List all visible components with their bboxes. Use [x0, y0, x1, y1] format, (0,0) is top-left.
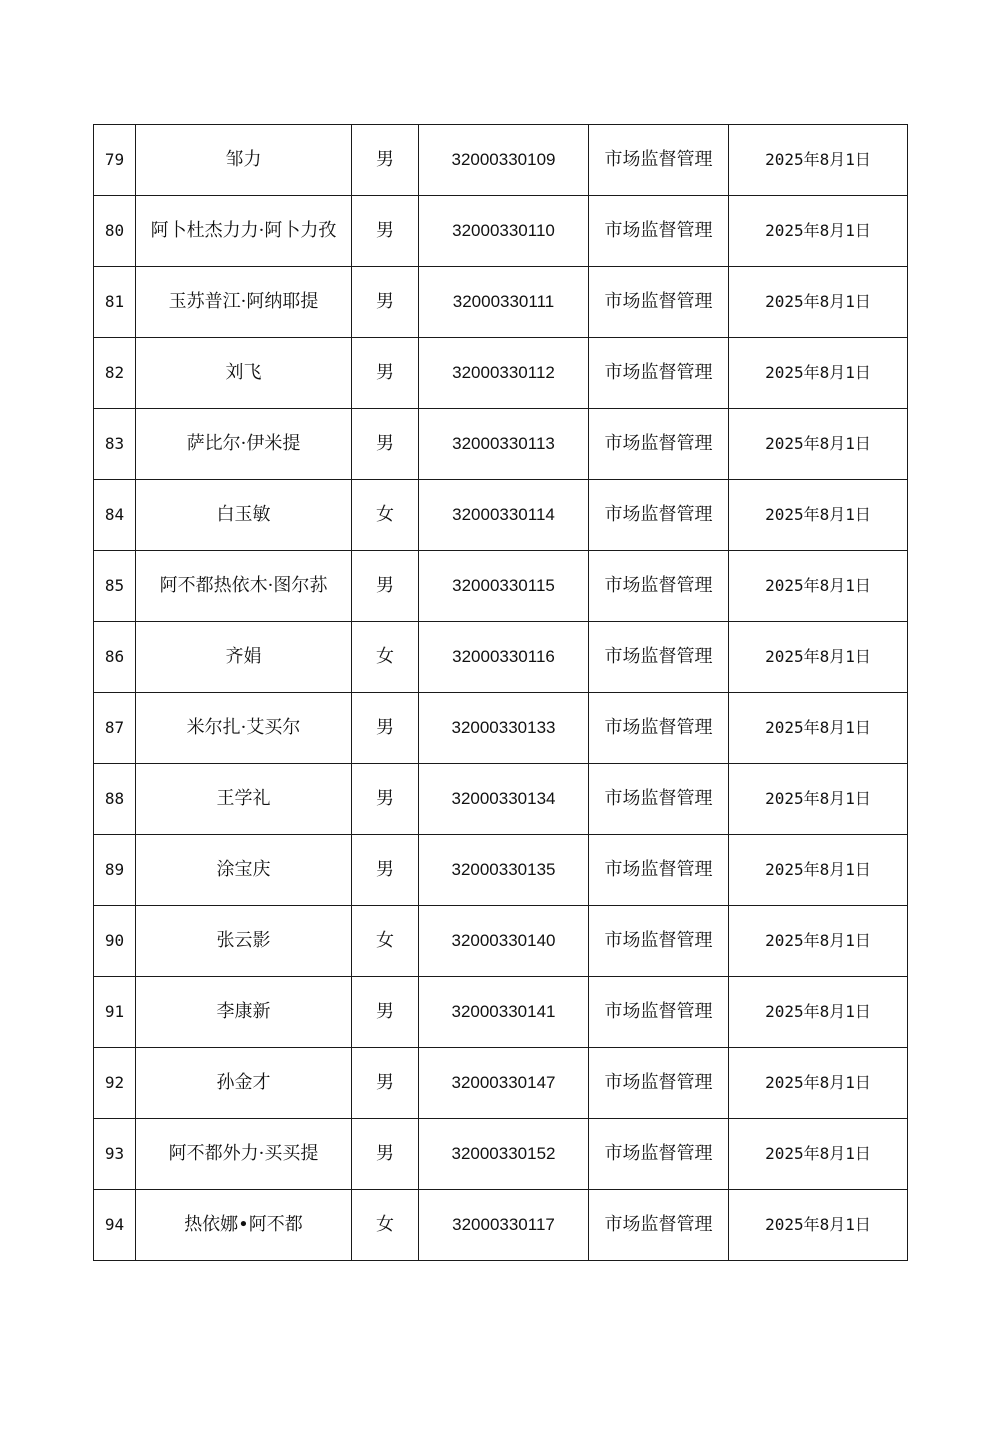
date-cell: 2025年8月1日 — [729, 551, 908, 622]
department-cell: 市场监督管理 — [589, 693, 729, 764]
person-name-cell: 李康新 — [136, 977, 352, 1048]
table-row — [94, 1119, 908, 1190]
row-number-cell: 93 — [94, 1119, 136, 1190]
id-number-cell: 32000330113 — [419, 409, 589, 480]
row-number-cell: 80 — [94, 196, 136, 267]
gender-cell: 男 — [352, 835, 419, 906]
id-number-cell: 32000330114 — [419, 480, 589, 551]
date-cell: 2025年8月1日 — [729, 125, 908, 196]
department-cell: 市场监督管理 — [589, 906, 729, 977]
row-number-cell: 81 — [94, 267, 136, 338]
table-body — [94, 125, 908, 1261]
table-row — [94, 693, 908, 764]
date-cell: 2025年8月1日 — [729, 1119, 908, 1190]
row-number-cell: 84 — [94, 480, 136, 551]
date-cell: 2025年8月1日 — [729, 1048, 908, 1119]
person-name-cell: 玉苏普江·阿纳耶提 — [136, 267, 352, 338]
department-cell: 市场监督管理 — [589, 409, 729, 480]
person-name-cell: 阿卜杜杰力力·阿卜力孜 — [136, 196, 352, 267]
gender-cell: 男 — [352, 409, 419, 480]
person-name-cell: 张云影 — [136, 906, 352, 977]
person-name-cell: 白玉敏 — [136, 480, 352, 551]
person-name-cell: 刘飞 — [136, 338, 352, 409]
id-number-cell: 32000330112 — [419, 338, 589, 409]
date-cell: 2025年8月1日 — [729, 693, 908, 764]
department-cell: 市场监督管理 — [589, 480, 729, 551]
table-row — [94, 835, 908, 906]
row-number-cell: 92 — [94, 1048, 136, 1119]
table-row — [94, 196, 908, 267]
date-cell: 2025年8月1日 — [729, 835, 908, 906]
row-number-cell: 79 — [94, 125, 136, 196]
person-name-cell: 邹力 — [136, 125, 352, 196]
id-number-cell: 32000330147 — [419, 1048, 589, 1119]
department-cell: 市场监督管理 — [589, 977, 729, 1048]
id-number-cell: 32000330140 — [419, 906, 589, 977]
personnel-table — [93, 124, 908, 1261]
person-name-cell: 米尔扎·艾买尔 — [136, 693, 352, 764]
row-number-cell: 88 — [94, 764, 136, 835]
gender-cell: 男 — [352, 977, 419, 1048]
gender-cell: 女 — [352, 906, 419, 977]
person-name-cell: 王学礼 — [136, 764, 352, 835]
table-row — [94, 338, 908, 409]
date-cell: 2025年8月1日 — [729, 196, 908, 267]
department-cell: 市场监督管理 — [589, 764, 729, 835]
department-cell: 市场监督管理 — [589, 1119, 729, 1190]
row-number-cell: 82 — [94, 338, 136, 409]
department-cell: 市场监督管理 — [589, 338, 729, 409]
department-cell: 市场监督管理 — [589, 1190, 729, 1261]
table-row — [94, 1190, 908, 1261]
table-row — [94, 977, 908, 1048]
gender-cell: 女 — [352, 622, 419, 693]
date-cell: 2025年8月1日 — [729, 480, 908, 551]
person-name-cell: 阿不都热依木·图尔荪 — [136, 551, 352, 622]
table-row — [94, 267, 908, 338]
id-number-cell: 32000330134 — [419, 764, 589, 835]
gender-cell: 男 — [352, 551, 419, 622]
id-number-cell: 32000330109 — [419, 125, 589, 196]
id-number-cell: 32000330117 — [419, 1190, 589, 1261]
person-name-cell: 齐娟 — [136, 622, 352, 693]
date-cell: 2025年8月1日 — [729, 1190, 908, 1261]
id-number-cell: 32000330116 — [419, 622, 589, 693]
id-number-cell: 32000330135 — [419, 835, 589, 906]
table-row — [94, 125, 908, 196]
date-cell: 2025年8月1日 — [729, 409, 908, 480]
row-number-cell: 90 — [94, 906, 136, 977]
gender-cell: 男 — [352, 693, 419, 764]
person-name-cell: 萨比尔·伊米提 — [136, 409, 352, 480]
department-cell: 市场监督管理 — [589, 622, 729, 693]
department-cell: 市场监督管理 — [589, 196, 729, 267]
gender-cell: 男 — [352, 1048, 419, 1119]
department-cell: 市场监督管理 — [589, 551, 729, 622]
department-cell: 市场监督管理 — [589, 1048, 729, 1119]
gender-cell: 女 — [352, 1190, 419, 1261]
id-number-cell: 32000330111 — [419, 267, 589, 338]
date-cell: 2025年8月1日 — [729, 622, 908, 693]
id-number-cell: 32000330152 — [419, 1119, 589, 1190]
person-name-cell: 孙金才 — [136, 1048, 352, 1119]
date-cell: 2025年8月1日 — [729, 338, 908, 409]
department-cell: 市场监督管理 — [589, 835, 729, 906]
department-cell: 市场监督管理 — [589, 267, 729, 338]
id-number-cell: 32000330110 — [419, 196, 589, 267]
gender-cell: 男 — [352, 338, 419, 409]
table-row — [94, 906, 908, 977]
gender-cell: 男 — [352, 1119, 419, 1190]
gender-cell: 男 — [352, 125, 419, 196]
table-row — [94, 551, 908, 622]
department-cell: 市场监督管理 — [589, 125, 729, 196]
person-name-cell: 阿不都外力·买买提 — [136, 1119, 352, 1190]
table-row — [94, 480, 908, 551]
table-row — [94, 1048, 908, 1119]
gender-cell: 女 — [352, 480, 419, 551]
row-number-cell: 85 — [94, 551, 136, 622]
person-name-cell: 涂宝庆 — [136, 835, 352, 906]
id-number-cell: 32000330115 — [419, 551, 589, 622]
date-cell: 2025年8月1日 — [729, 267, 908, 338]
row-number-cell: 91 — [94, 977, 136, 1048]
id-number-cell: 32000330133 — [419, 693, 589, 764]
date-cell: 2025年8月1日 — [729, 977, 908, 1048]
row-number-cell: 86 — [94, 622, 136, 693]
gender-cell: 男 — [352, 267, 419, 338]
row-number-cell: 83 — [94, 409, 136, 480]
gender-cell: 男 — [352, 196, 419, 267]
id-number-cell: 32000330141 — [419, 977, 589, 1048]
gender-cell: 男 — [352, 764, 419, 835]
table-row — [94, 409, 908, 480]
row-number-cell: 87 — [94, 693, 136, 764]
table-row — [94, 764, 908, 835]
row-number-cell: 89 — [94, 835, 136, 906]
person-name-cell: 热依娜•阿不都 — [136, 1190, 352, 1261]
row-number-cell: 94 — [94, 1190, 136, 1261]
table-row — [94, 622, 908, 693]
date-cell: 2025年8月1日 — [729, 906, 908, 977]
date-cell: 2025年8月1日 — [729, 764, 908, 835]
